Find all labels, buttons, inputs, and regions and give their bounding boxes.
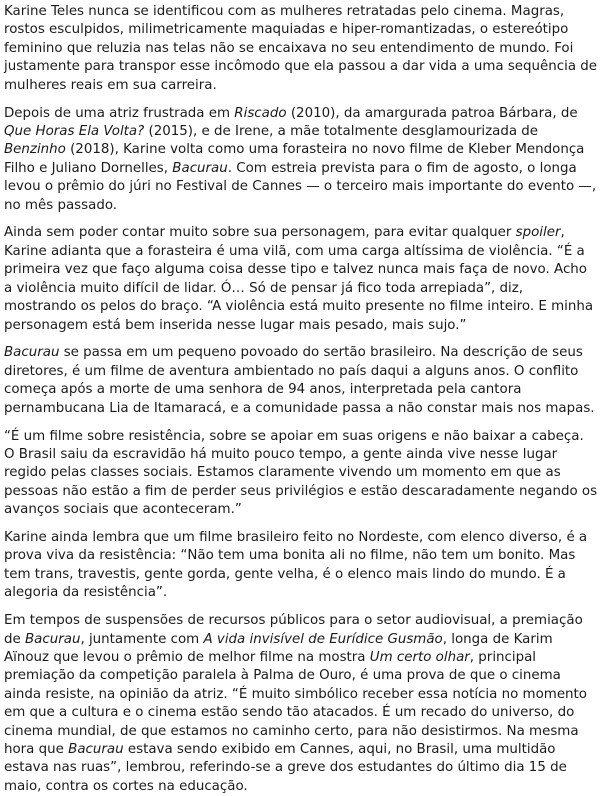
paragraph-5 [4,428,598,520]
paragraph-text: Karine Teles nunca se identificou com as mulheres retratadas pelo cinema. Magras, rostos esculpidos, milimetricamente maquiadas e hiper-romantizadas, o estereótipo feminino que reluzia nas telas não se encaixava no seu entendimento de mundo. Foi justamente para transpor esse incômodo que ela passou a dar vida a uma sequência de mulheres reais em sua carreira. [4,4,598,93]
paragraph-text: Em tempos de suspensões de recursos públicos para o setor audiovisual, a premiação de [4,613,583,647]
paragraph-text: , principal premiação da competição paralela à Palma de Ouro, é uma prova de que o cinema ainda resiste, na opinião da atriz. “É muito simbólico receber essa notícia no momento em que a cultura e o cinema estão sendo tão atacados. É um recado do universo, do cinema mundial, de que estamos no caminho certo, para não desistirmos. Na mesma hora que [4,650,587,758]
paragraph-3 [4,224,598,334]
paragraph-text: (2010), da amargurada patroa Bárbara, de [286,105,578,121]
italic-title-text: spoiler [515,225,561,241]
italic-title-text: Que Horas Ela Volta? [4,123,145,139]
paragraph-text: Ainda sem poder contar muito sobre sua personagem, para evitar qualquer [4,225,516,241]
paragraph-4 [4,344,598,418]
italic-title-text: Riscado [234,105,287,121]
paragraph-2 [4,105,598,215]
italic-title-text: Bacurau [25,631,81,647]
paragraph-text: (2015), e de Irene, a mãe totalmente desglamourizada de [144,123,539,139]
paragraph-text: , longa de Karim Aïnouz que levou o prêmio de melhor filme na mostra [4,631,553,665]
italic-title-text: Bacurau [172,160,228,176]
paragraph-text: “É um filme sobre resistência, sobre se apoiar em suas origens e não baixar a cabeça. O Brasil saiu da escravidão há muito pouco tempo, a gente ainda vive nesse lugar regido pelas classes sociais. Estamos claramente vivendo um momento em que as pessoas não estão a fim de perder seus privilégios e estão descaradamente negando os avanços sociais que aconteceram.” [4,428,598,518]
italic-title-text: Bacurau [68,742,124,758]
paragraph-text: Karine ainda lembra que um filme brasileiro feito no Nordeste, com elenco diverso, é a prova viva da resistência: “Não tem uma bonita ali no filme, não tem um bonito. Mas tem trans, travestis, gente gorda, gente velha, é o elenco mais lindo do mundo. É a alegoria da resistência”. [4,530,588,601]
paragraph-text: (2018), Karine volta como uma forasteira no novo filme de Kleber Mendonça Filho e Juliano Dornelles, [4,142,585,176]
paragraph-text: Depois de uma atriz frustrada em [4,105,235,121]
paragraph-6 [4,529,598,603]
paragraph-1 [4,3,598,95]
paragraph-text: se passa em um pequeno povoado do sertão brasileiro. Na descrição de seus diretores, é um filme de aventura ambientado no país daqui a alguns anos. O conflito começa após a morte de uma senhora de 94 anos, interpretada pela cantora pernambucana Lia de Itamaracá, e a comunidade passa a não constar mais nos mapas. [4,345,595,416]
paragraph-text: , Karine adianta que a forasteira é uma vilã, com uma carga altíssima de violência. “É a primeira vez que faço alguma coisa desse tipo e talvez nunca mais faça de novo. Acho a violência muito difícil de lidar. Ó… Só de pensar já fico toda arrepiada”, diz, mostrando os pelos do braço. “A violência está muito presente no filme inteiro. E minha personagem está bem inserida nesse lugar mais pesado, mais sujo.” [4,225,594,333]
paragraph-text: , juntamente com [80,631,204,647]
italic-title-text: A vida invisível de Eurídice Gusmão [203,631,443,647]
paragraph-text: estava sendo exibido em Cannes, aqui, no Brasil, uma multidão estava nas ruas”, lembrou, referindo-se a greve dos estudantes do último dia 15 de maio, contra os cortes na educação. [4,742,567,794]
italic-title-text: Bacurau [4,345,60,361]
italic-title-text: Benzinho [4,142,66,158]
italic-title-text: Um certo olhar [369,650,470,665]
paragraph-7 [4,612,598,796]
paragraph-text: . Com estreia prevista para o fim de agosto, o longa levou o prêmio do júri no Festival de Cannes — o terceiro mais importante do evento —, no mês passado. [4,160,597,213]
